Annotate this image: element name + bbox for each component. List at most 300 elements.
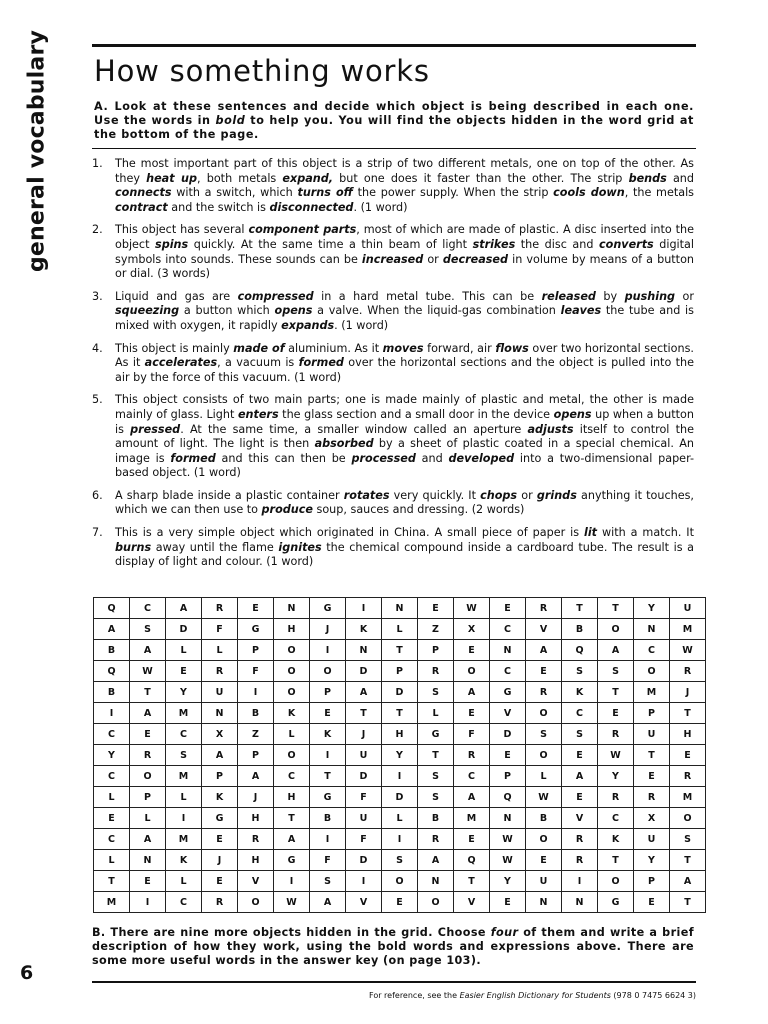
item-text: This object is mainly xyxy=(115,341,234,355)
grid-cell: B xyxy=(526,808,562,829)
grid-cell: T xyxy=(346,703,382,724)
item-text: and xyxy=(666,171,694,185)
grid-cell: O xyxy=(526,703,562,724)
grid-cell: W xyxy=(490,850,526,871)
item-text: the glass section and a small door in the device xyxy=(278,407,554,421)
grid-cell: R xyxy=(526,598,562,619)
grid-cell: I xyxy=(238,682,274,703)
grid-cell: A xyxy=(202,745,238,766)
instructions-b xyxy=(92,926,694,968)
item-text: and the switch is xyxy=(167,200,270,214)
grid-cell: A xyxy=(310,892,346,913)
item-text: over two horizontal sections. As it xyxy=(115,341,694,370)
grid-cell: P xyxy=(238,640,274,661)
grid-cell: V xyxy=(490,703,526,724)
grid-cell: V xyxy=(346,892,382,913)
grid-cell: P xyxy=(130,787,166,808)
item-list xyxy=(92,157,694,578)
grid-cell: L xyxy=(382,808,418,829)
grid-cell: I xyxy=(562,871,598,892)
item-text: or xyxy=(675,289,694,303)
item-text: This is a very simple object which originated in China. A small piece of paper is xyxy=(115,526,584,540)
grid-cell: L xyxy=(166,640,202,661)
grid-cell: U xyxy=(346,808,382,829)
grid-cell: E xyxy=(670,745,706,766)
grid-cell: O xyxy=(274,640,310,661)
item-keyword: spins xyxy=(155,237,189,251)
grid-cell: N xyxy=(418,871,454,892)
grid-cell: T xyxy=(454,871,490,892)
item-keyword: bends xyxy=(628,171,667,185)
item-keyword: developed xyxy=(448,451,515,465)
grid-cell: A xyxy=(418,850,454,871)
item-text: or xyxy=(517,488,537,502)
grid-cell: P xyxy=(238,745,274,766)
item-keyword: pressed xyxy=(130,422,181,436)
grid-cell: R xyxy=(418,661,454,682)
item-text: the chemical compound inside a cardboard tube. The result is a display of light and colour. (1 word) xyxy=(115,540,695,569)
grid-cell: E xyxy=(202,871,238,892)
item-keyword: expand, xyxy=(282,171,333,185)
grid-cell: D xyxy=(346,661,382,682)
grid-cell: I xyxy=(310,745,346,766)
grid-cell: E xyxy=(382,892,418,913)
grid-cell: J xyxy=(346,724,382,745)
grid-cell: M xyxy=(166,766,202,787)
grid-cell: G xyxy=(490,682,526,703)
grid-cell: E xyxy=(418,598,454,619)
grid-cell: I xyxy=(346,598,382,619)
grid-cell: R xyxy=(526,682,562,703)
item-text: soup, sauces and dressing. (2 words) xyxy=(312,503,525,517)
grid-cell: A xyxy=(670,871,706,892)
item-keyword: formed xyxy=(170,451,216,465)
grid-cell: Q xyxy=(562,640,598,661)
grid-cell: G xyxy=(202,808,238,829)
grid-cell: B xyxy=(238,703,274,724)
grid-cell: K xyxy=(274,703,310,724)
grid-cell: R xyxy=(598,724,634,745)
grid-cell: N xyxy=(202,703,238,724)
item-text: the power supply. When the strip xyxy=(352,186,554,200)
item-keyword: grinds xyxy=(536,488,577,502)
grid-cell: V xyxy=(454,892,490,913)
item-number: 7. xyxy=(92,526,103,540)
grid-cell: H xyxy=(382,724,418,745)
grid-cell: H xyxy=(238,808,274,829)
grid-cell: C xyxy=(94,829,130,850)
item-text: by a sheet of plastic coated in a special chemical. An image is xyxy=(115,437,694,465)
item-keyword: made of xyxy=(233,341,285,355)
item-6 xyxy=(92,489,694,518)
item-7 xyxy=(92,526,694,570)
item-keyword: contract xyxy=(115,200,168,214)
grid-cell: J xyxy=(202,850,238,871)
grid-cell: W xyxy=(130,661,166,682)
word-grid xyxy=(93,597,706,913)
grid-cell: I xyxy=(166,808,202,829)
grid-cell: E xyxy=(634,766,670,787)
grid-row xyxy=(94,619,706,640)
grid-cell: F xyxy=(202,619,238,640)
grid-cell: P xyxy=(634,871,670,892)
item-keyword: squeezing xyxy=(115,304,180,318)
grid-row xyxy=(94,745,706,766)
grid-cell: I xyxy=(310,829,346,850)
grid-cell: Y xyxy=(598,766,634,787)
grid-cell: J xyxy=(238,787,274,808)
grid-cell: T xyxy=(598,682,634,703)
grid-cell: O xyxy=(274,661,310,682)
grid-cell: D xyxy=(346,766,382,787)
grid-cell: M xyxy=(634,682,670,703)
grid-cell: S xyxy=(670,829,706,850)
item-text: aluminium. As it xyxy=(284,341,383,355)
grid-cell: M xyxy=(670,787,706,808)
item-keyword: increased xyxy=(361,252,424,266)
footer-suffix: (978 0 7475 6624 3) xyxy=(610,991,696,1000)
item-keyword: leaves xyxy=(560,304,602,318)
item-text: . At the same time, a smaller window called an aperture xyxy=(180,422,528,436)
item-text: away until the flame xyxy=(151,540,279,554)
item-number: 4. xyxy=(92,341,103,355)
item-keyword: enters xyxy=(237,407,279,421)
grid-cell: S xyxy=(562,661,598,682)
grid-cell: T xyxy=(670,892,706,913)
grid-cell: T xyxy=(418,745,454,766)
item-text: a button which xyxy=(179,304,275,318)
grid-cell: Y xyxy=(94,745,130,766)
instructions-b-prefix: B. There are nine more objects hidden in the grid. Choose xyxy=(92,926,491,939)
grid-cell: I xyxy=(382,829,418,850)
grid-cell: E xyxy=(166,661,202,682)
grid-cell: Y xyxy=(166,682,202,703)
item-text: up when a button is xyxy=(115,407,694,436)
grid-cell: K xyxy=(202,787,238,808)
item-text: . (1 word) xyxy=(353,200,408,214)
grid-cell: E xyxy=(562,787,598,808)
item-keyword: chops xyxy=(480,488,518,502)
item-text: and this can then be xyxy=(215,451,352,465)
grid-cell: R xyxy=(202,661,238,682)
grid-cell: S xyxy=(418,787,454,808)
item-text: but one does it faster than the other. The strip xyxy=(333,171,629,185)
item-5 xyxy=(92,393,694,481)
instructions-a-suffix: to help you. You will find the objects hidden in the word grid at the bottom of the page. xyxy=(94,114,694,141)
page-number: 6 xyxy=(20,962,34,984)
grid-cell: T xyxy=(94,871,130,892)
section-rule xyxy=(92,148,696,149)
grid-cell: A xyxy=(130,703,166,724)
grid-cell: K xyxy=(346,619,382,640)
grid-cell: X xyxy=(202,724,238,745)
grid-cell: E xyxy=(454,640,490,661)
grid-cell: P xyxy=(490,766,526,787)
grid-cell: T xyxy=(562,598,598,619)
top-rule xyxy=(92,44,696,47)
item-text: , a vacuum is xyxy=(217,356,299,370)
item-text: This object has several xyxy=(115,223,249,237)
grid-cell: A xyxy=(454,682,490,703)
grid-cell: B xyxy=(94,682,130,703)
item-keyword: absorbed xyxy=(314,437,374,451)
grid-cell: O xyxy=(310,661,346,682)
grid-cell: B xyxy=(310,808,346,829)
grid-cell: H xyxy=(670,724,706,745)
grid-cell: H xyxy=(274,787,310,808)
grid-cell: M xyxy=(166,829,202,850)
grid-cell: P xyxy=(202,766,238,787)
grid-cell: L xyxy=(382,619,418,640)
grid-cell: L xyxy=(94,850,130,871)
grid-cell: G xyxy=(274,850,310,871)
grid-cell: E xyxy=(454,703,490,724)
grid-cell: F xyxy=(454,724,490,745)
footer-reference xyxy=(369,991,696,1000)
grid-cell: M xyxy=(166,703,202,724)
item-text: the tube and is mixed with oxygen, it rapidly xyxy=(115,304,694,332)
grid-cell: Q xyxy=(490,787,526,808)
grid-row xyxy=(94,892,706,913)
item-text: . (1 word) xyxy=(334,318,389,332)
grid-cell: T xyxy=(382,640,418,661)
grid-cell: U xyxy=(670,598,706,619)
grid-cell: N xyxy=(526,892,562,913)
grid-cell: T xyxy=(274,808,310,829)
grid-cell: S xyxy=(598,661,634,682)
item-keyword: strikes xyxy=(472,237,516,251)
item-keyword: formed xyxy=(298,356,344,370)
item-keyword: burns xyxy=(115,540,152,554)
grid-cell: T xyxy=(382,703,418,724)
grid-cell: W xyxy=(454,598,490,619)
grid-cell: L xyxy=(166,871,202,892)
grid-cell: L xyxy=(526,766,562,787)
grid-cell: V xyxy=(562,808,598,829)
grid-cell: I xyxy=(310,640,346,661)
grid-cell: L xyxy=(166,787,202,808)
item-keyword: pushing xyxy=(624,289,676,303)
item-keyword: component parts xyxy=(248,223,357,237)
item-number: 6. xyxy=(92,488,103,502)
grid-cell: C xyxy=(490,619,526,640)
item-text: , the metals xyxy=(624,186,695,200)
item-text: anything it touches, which we can then use to xyxy=(115,488,694,517)
grid-cell: O xyxy=(634,661,670,682)
grid-cell: Z xyxy=(418,619,454,640)
grid-cell: D xyxy=(166,619,202,640)
grid-cell: R xyxy=(670,661,706,682)
item-keyword: processed xyxy=(351,451,416,465)
grid-cell: F xyxy=(346,829,382,850)
grid-cell: E xyxy=(634,892,670,913)
grid-cell: E xyxy=(526,850,562,871)
grid-cell: M xyxy=(454,808,490,829)
grid-cell: R xyxy=(670,766,706,787)
grid-cell: R xyxy=(202,598,238,619)
side-section-label xyxy=(20,29,54,273)
grid-cell: M xyxy=(94,892,130,913)
grid-cell: K xyxy=(166,850,202,871)
grid-cell: C xyxy=(562,703,598,724)
grid-cell: B xyxy=(94,640,130,661)
grid-cell: V xyxy=(238,871,274,892)
grid-cell: O xyxy=(382,871,418,892)
grid-cell: W xyxy=(598,745,634,766)
grid-cell: C xyxy=(490,661,526,682)
grid-cell: A xyxy=(454,787,490,808)
grid-cell: D xyxy=(382,787,418,808)
instructions-b-italic-word: four xyxy=(490,926,519,939)
item-keyword: opens xyxy=(274,304,313,318)
grid-cell: E xyxy=(526,661,562,682)
grid-cell: C xyxy=(634,640,670,661)
item-number: 3. xyxy=(92,289,103,303)
grid-cell: F xyxy=(310,850,346,871)
grid-cell: W xyxy=(526,787,562,808)
item-2 xyxy=(92,223,694,281)
item-1 xyxy=(92,157,694,215)
grid-cell: O xyxy=(238,892,274,913)
grid-cell: K xyxy=(562,682,598,703)
grid-cell: V xyxy=(526,619,562,640)
item-text: This object consists of two main parts; one is made mainly of plastic and metal, the other is made mainly of glass. Light xyxy=(115,393,694,421)
grid-cell: Q xyxy=(94,598,130,619)
item-keyword: ignites xyxy=(278,540,322,554)
grid-cell: W xyxy=(490,829,526,850)
grid-row xyxy=(94,682,706,703)
grid-cell: R xyxy=(598,787,634,808)
grid-cell: E xyxy=(202,829,238,850)
item-text: The most important part of this object is a strip of two different metals, one on top of the other. As they xyxy=(115,157,694,185)
grid-row xyxy=(94,703,706,724)
grid-cell: C xyxy=(166,724,202,745)
grid-cell: O xyxy=(598,619,634,640)
item-4 xyxy=(92,342,694,386)
grid-cell: S xyxy=(418,682,454,703)
item-text: over the horizontal sections and the object is pulled into the air by the force of this vacuum. (1 word) xyxy=(115,356,694,384)
grid-cell: M xyxy=(670,619,706,640)
grid-cell: I xyxy=(274,871,310,892)
item-text: Liquid and gas are xyxy=(115,289,238,303)
grid-row xyxy=(94,640,706,661)
grid-cell: O xyxy=(130,766,166,787)
instructions-a xyxy=(94,100,694,142)
item-keyword: cools down xyxy=(553,186,625,200)
grid-cell: S xyxy=(130,619,166,640)
item-text: a valve. When the liquid-gas combination xyxy=(312,304,561,318)
item-text: the disc and xyxy=(515,237,600,251)
grid-cell: N xyxy=(382,598,418,619)
bottom-rule xyxy=(92,981,696,983)
grid-cell: U xyxy=(526,871,562,892)
item-text: quickly. At the same time a thin beam of light xyxy=(188,237,473,251)
grid-cell: A xyxy=(130,829,166,850)
item-text: A sharp blade inside a plastic container xyxy=(115,488,344,502)
footer-prefix: For reference, see the xyxy=(369,991,460,1000)
item-text: by xyxy=(595,289,625,303)
instructions-a-bold-word: bold xyxy=(215,114,246,127)
item-text: into a two-dimensional paper-based object. (1 word) xyxy=(115,451,694,480)
grid-cell: A xyxy=(598,640,634,661)
grid-cell: H xyxy=(274,619,310,640)
item-number: 2. xyxy=(92,223,103,237)
grid-cell: Y xyxy=(634,850,670,871)
grid-cell: N xyxy=(634,619,670,640)
grid-cell: E xyxy=(490,892,526,913)
grid-cell: K xyxy=(310,724,346,745)
grid-cell: E xyxy=(130,724,166,745)
grid-row xyxy=(94,598,706,619)
grid-cell: N xyxy=(130,850,166,871)
grid-cell: F xyxy=(346,787,382,808)
item-text: forward, air xyxy=(423,341,496,355)
grid-cell: D xyxy=(382,682,418,703)
item-keyword: moves xyxy=(382,341,424,355)
grid-cell: X xyxy=(454,619,490,640)
grid-cell: R xyxy=(418,829,454,850)
grid-cell: X xyxy=(634,808,670,829)
grid-cell: I xyxy=(130,892,166,913)
grid-cell: U xyxy=(202,682,238,703)
grid-cell: T xyxy=(598,850,634,871)
grid-cell: L xyxy=(130,808,166,829)
grid-cell: O xyxy=(598,871,634,892)
grid-cell: E xyxy=(310,703,346,724)
grid-cell: E xyxy=(454,829,490,850)
grid-cell: P xyxy=(418,640,454,661)
grid-cell: C xyxy=(598,808,634,829)
item-keyword: produce xyxy=(261,503,313,517)
grid-cell: L xyxy=(94,787,130,808)
grid-cell: C xyxy=(94,766,130,787)
grid-cell: H xyxy=(238,850,274,871)
grid-cell: P xyxy=(310,682,346,703)
grid-cell: O xyxy=(454,661,490,682)
item-keyword: adjusts xyxy=(527,422,574,436)
grid-cell: J xyxy=(670,682,706,703)
grid-cell: Y xyxy=(382,745,418,766)
item-text: , most of which are made of plastic. A disc inserted into the object xyxy=(115,223,694,251)
item-keyword: converts xyxy=(599,237,654,251)
item-text: or xyxy=(423,252,443,266)
grid-cell: U xyxy=(634,829,670,850)
grid-cell: T xyxy=(670,703,706,724)
instructions-a-prefix: A. Look at these sentences and decide which object is being described in each one. Use the words in xyxy=(94,100,694,127)
grid-cell: G xyxy=(238,619,274,640)
grid-cell: L xyxy=(274,724,310,745)
grid-row xyxy=(94,766,706,787)
grid-cell: G xyxy=(418,724,454,745)
grid-cell: R xyxy=(562,829,598,850)
grid-cell: U xyxy=(634,724,670,745)
instructions-b-suffix: of them and write a brief description of how they work, using the bold words and expressions above. There are some more useful words in the answer key (on page 103). xyxy=(92,926,695,967)
grid-cell: N xyxy=(346,640,382,661)
item-text: itself to control the amount of light. The light is then xyxy=(115,422,694,451)
grid-cell: F xyxy=(238,661,274,682)
grid-cell: E xyxy=(94,808,130,829)
grid-cell: E xyxy=(598,703,634,724)
item-text: very quickly. It xyxy=(389,488,481,502)
item-text: digital symbols into sounds. These sounds can be xyxy=(115,237,695,266)
grid-cell: O xyxy=(670,808,706,829)
grid-cell: T xyxy=(598,598,634,619)
grid-cell: G xyxy=(598,892,634,913)
item-keyword: connects xyxy=(115,186,172,200)
grid-cell: S xyxy=(562,724,598,745)
grid-cell: E xyxy=(238,598,274,619)
side-section-label-text: general vocabulary xyxy=(24,29,50,273)
